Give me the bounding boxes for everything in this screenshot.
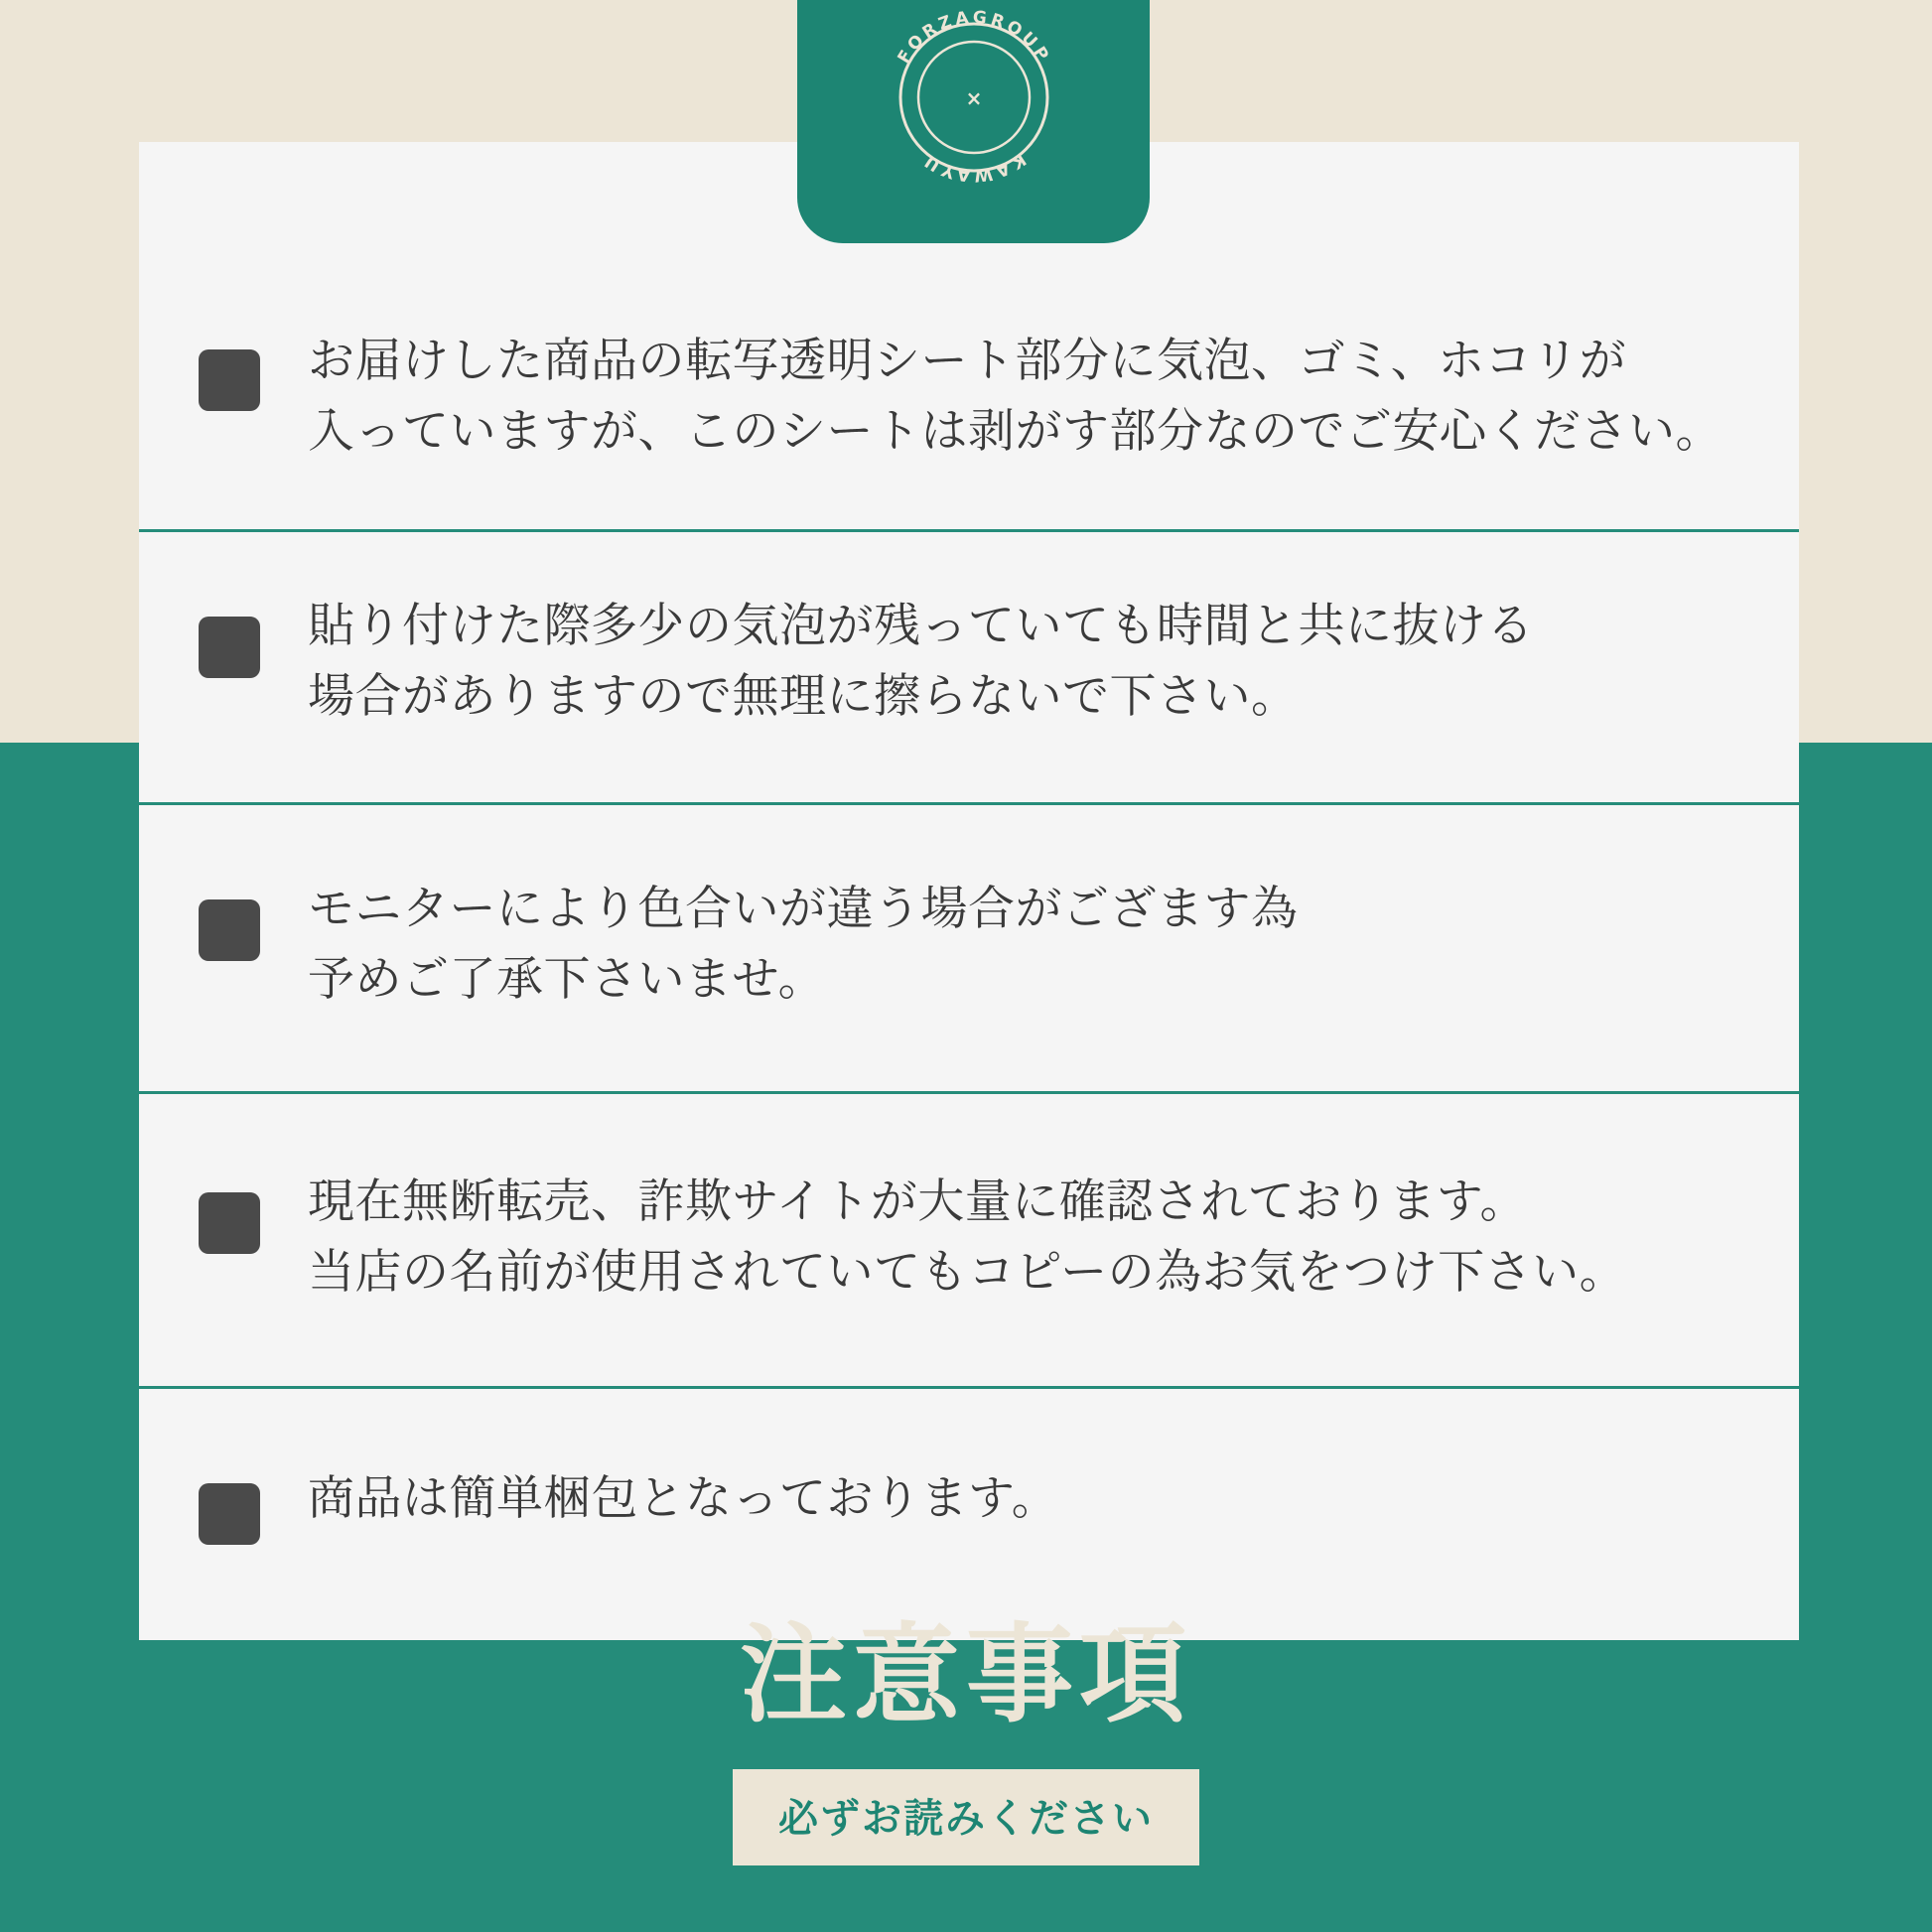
note-text bbox=[308, 874, 1338, 1016]
list-item bbox=[139, 529, 1799, 802]
list-item bbox=[139, 1091, 1799, 1386]
square-bullet-icon bbox=[199, 1192, 260, 1254]
note-line: 貼り付けた際多少の気泡が残っていても時間と共に抜ける bbox=[308, 598, 1534, 653]
note-line: お届けした商品の転写透明シート部分に気泡、ゴミ、ホコリが bbox=[308, 334, 1627, 388]
note-line: 入っていますが、このシートは剥がす部分なのでご安心ください。 bbox=[308, 404, 1723, 460]
circular-logo-icon bbox=[870, 0, 1078, 202]
note-text bbox=[308, 591, 1574, 733]
note-text bbox=[308, 326, 1762, 468]
notes-card bbox=[139, 142, 1799, 1640]
note-line: モニターにより色合いが違う場合がござます為 bbox=[308, 881, 1299, 936]
note-line: 場合がありますので無理に擦らないで下さい。 bbox=[308, 669, 1299, 725]
note-line: 当店の名前が使用されていてもコピーの為お気をつけ下さい。 bbox=[308, 1245, 1627, 1301]
note-line: 予めご了承下さいませ。 bbox=[308, 952, 826, 1008]
brand-logo-badge bbox=[797, 0, 1150, 243]
svg-text:×: × bbox=[965, 86, 982, 110]
svg-text:FORZAGROUP: FORZAGROUP bbox=[893, 7, 1054, 68]
square-bullet-icon bbox=[199, 1483, 260, 1545]
note-text bbox=[308, 1167, 1666, 1309]
svg-text:KAWAYU: KAWAYU bbox=[917, 148, 1030, 186]
list-item bbox=[139, 1386, 1799, 1640]
page-title: 注意事項 bbox=[739, 1613, 1192, 1737]
read-notice-badge: 必ずお読みください bbox=[733, 1769, 1199, 1865]
footer bbox=[0, 1614, 1932, 1865]
note-line: 商品は簡単梱包となっております。 bbox=[308, 1470, 1059, 1526]
square-bullet-icon bbox=[199, 899, 260, 961]
square-bullet-icon bbox=[199, 349, 260, 411]
note-text bbox=[308, 1463, 1098, 1534]
square-bullet-icon bbox=[199, 617, 260, 678]
note-line: 現在無断転売、詐欺サイトが大量に確認されております。 bbox=[308, 1173, 1527, 1229]
list-item bbox=[139, 802, 1799, 1091]
